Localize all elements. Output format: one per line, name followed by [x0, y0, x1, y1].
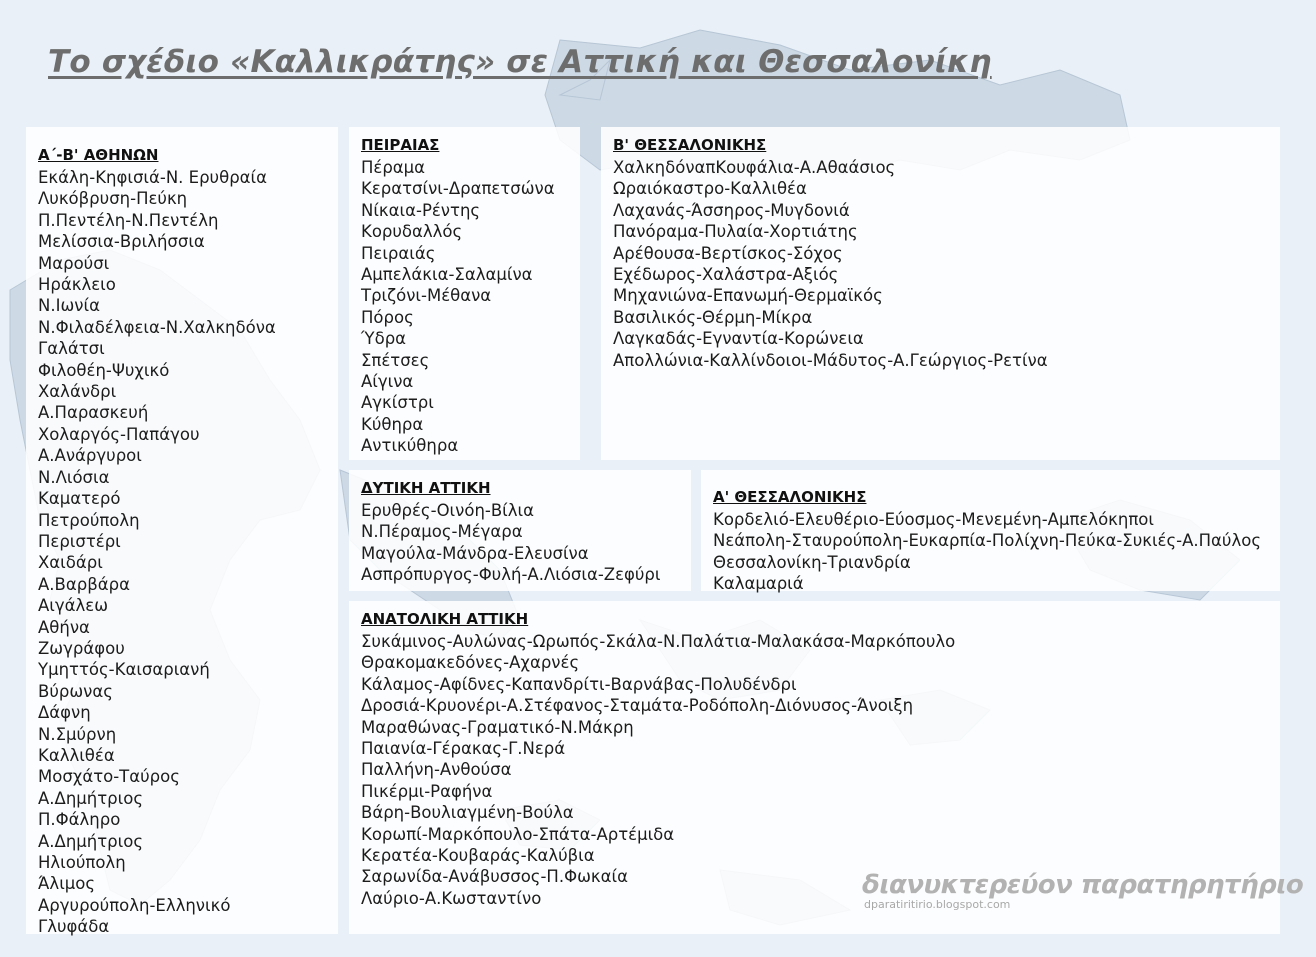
municipality-item: Πανόραμα-Πυλαία-Χορτιάτης: [613, 222, 858, 242]
municipality-item: Μαραθώνας-Γραματικό-Ν.Μάκρη: [361, 717, 634, 737]
municipality-item: Κύθηρα: [361, 414, 424, 434]
municipality-item: Πόρος: [361, 307, 414, 327]
municipality-item: Χολαργός-Παπάγου: [38, 424, 200, 444]
municipality-item: Γαλάτσι: [38, 339, 105, 359]
municipality-item: Χαλάνδρι: [38, 382, 117, 402]
municipality-item: Κορυδαλλός: [361, 222, 463, 242]
municipality-item: Ν.Φιλαδέλφεια-Ν.Χαλκηδόνα: [38, 317, 276, 337]
municipality-item: Αιγάλεω: [38, 596, 109, 616]
municipality-item: Αντικύθηρα: [361, 436, 459, 456]
municipality-item: Τριζόνι-Μέθανα: [361, 286, 492, 306]
watermark-url: dparatiritirio.blogspot.com: [864, 898, 1011, 911]
municipality-item: Εκάλη-Κηφισιά-Ν. Ερυθραία: [38, 168, 268, 187]
municipality-item: Αγκίστρι: [361, 393, 434, 413]
municipality-item: Π.Φάληρο: [38, 810, 121, 830]
municipality-item: Χαιδάρι: [38, 553, 103, 573]
municipality-list: [361, 500, 679, 586]
municipality-item: Θεσσαλονίκη-Τριανδρία: [713, 552, 911, 572]
municipality-item: Βασιλικός-Θέρμη-Μίκρα: [613, 307, 813, 327]
municipality-item: Απολλώνια-Καλλίνδοιοι-Μάδυτος-Α.Γεώργιος-Ρετίνα: [613, 350, 1048, 370]
municipality-item: Μαγούλα-Μάνδρα-Ελευσίνα: [361, 543, 589, 563]
municipality-item: Γλυφάδα: [38, 917, 110, 937]
municipality-item: Νίκαια-Ρέντης: [361, 200, 481, 220]
municipality-item: Ν.Λιόσια: [38, 467, 110, 487]
municipality-item: Πέραμα: [361, 158, 426, 177]
municipality-item: Ζωγράφου: [38, 638, 125, 658]
municipality-item: Θρακομακεδόνες-Αχαρνές: [361, 653, 580, 673]
municipality-item: Καλλιθέα: [38, 745, 115, 765]
municipality-item: Υμηττός-Καισαριανή: [38, 660, 210, 680]
municipality-item: Κορωπί-Μαρκόπουλο-Σπάτα-Αρτέμιδα: [361, 824, 675, 844]
municipality-item: Λαχανάς-Άσσηρος-Μυγδονιά: [613, 200, 850, 220]
municipality-item: Ερυθρές-Οινόη-Βίλια: [361, 501, 534, 520]
municipality-item: Πειραιάς: [361, 243, 436, 263]
municipality-item: Δροσιά-Κρυονέρι-Α.Στέφανος-Σταμάτα-Ροδόπολη-Διόνυσος-Άνοιξη: [361, 696, 914, 716]
municipality-item: Ν.Ιωνία: [38, 296, 100, 316]
municipality-item: Ν.Σμύρνη: [38, 724, 117, 744]
municipality-item: Α.Παρασκευή: [38, 403, 149, 423]
blog-watermark: [862, 870, 1304, 911]
municipality-list: [613, 157, 1268, 371]
municipality-item: Αθήνα: [38, 617, 90, 637]
municipality-item: Παιανία-Γέρακας-Γ.Νερά: [361, 739, 566, 759]
municipality-item: Κορδελιό-Ελευθέριο-Εύοσμος-Μενεμένη-Αμπελόκηποι: [713, 510, 1154, 529]
municipality-item: Ύδρα: [361, 329, 407, 349]
municipality-item: Α.Δημήτριος: [38, 788, 144, 808]
panel-west-attica: [349, 470, 691, 591]
municipality-item: Α.Ανάργυροι: [38, 446, 142, 466]
municipality-item: Λαύριο-Α.Κωσταντίνο: [361, 888, 542, 908]
panel-thessaloniki-b: [601, 127, 1280, 460]
municipality-item: Περιστέρι: [38, 531, 121, 551]
municipality-item: Δάφνη: [38, 703, 91, 723]
municipality-item: Κερατέα-Κουβαράς-Καλύβια: [361, 846, 595, 866]
panel-heading: ΔΥΤΙΚΗ ΑΤΤΙΚΗ: [361, 479, 491, 497]
panel-heading: Β' ΘΕΣΣΑΛΟΝΙΚΗΣ: [613, 136, 767, 154]
municipality-item: Μηχανιώνα-Επανωμή-Θερμαϊκός: [613, 286, 883, 306]
municipality-list: [38, 167, 326, 938]
municipality-item: Καματερό: [38, 489, 121, 509]
municipality-item: Πετρούπολη: [38, 510, 140, 530]
municipality-item: Α.Δημήτριος: [38, 831, 144, 851]
panel-heading: Α' ΘΕΣΣΑΛΟΝΙΚΗΣ: [713, 488, 867, 506]
panel-heading: Α΄-Β' ΑΘΗΝΩΝ: [38, 146, 159, 164]
municipality-item: Πικέρμι-Ραφήνα: [361, 781, 493, 801]
municipality-item: Βύρωνας: [38, 681, 113, 701]
municipality-item: Ν.Πέραμος-Μέγαρα: [361, 522, 523, 542]
municipality-item: Νεάπολη-Σταυρούπολη-Ευκαρπία-Πολίχνη-Πεύκα-Συκιές-Α.Παύλος: [713, 531, 1262, 551]
municipality-item: Κάλαμος-Αφίδνες-Καπανδρίτι-Βαρνάβας-Πολυδένδρι: [361, 674, 797, 694]
panel-heading: ΑΝΑΤΟΛΙΚΗ ΑΤΤΙΚΗ: [361, 610, 529, 628]
municipality-item: Εχέδωρος-Χαλάστρα-Αξιός: [613, 265, 839, 285]
municipality-item: Α.Βαρβάρα: [38, 574, 130, 594]
municipality-item: Αμπελάκια-Σαλαμίνα: [361, 265, 533, 285]
municipality-item: Σαρωνίδα-Ανάβυσσος-Π.Φωκαία: [361, 867, 628, 887]
municipality-item: Ηράκλειο: [38, 275, 116, 295]
municipality-item: Κερατσίνι-Δραπετσώνα: [361, 179, 555, 199]
municipality-item: Μοσχάτο-Ταύρος: [38, 767, 180, 787]
municipality-item: Μελίσσια-Βριλήσσια: [38, 232, 205, 252]
panel-thessaloniki-a: [701, 470, 1280, 594]
municipality-item: Ασπρόπυργος-Φυλή-Α.Λιόσια-Ζεφύρι: [361, 565, 661, 585]
municipality-item: Φιλοθέη-Ψυχικό: [38, 360, 170, 380]
page-title: Το σχέδιο «Καλλικράτης» σε Αττική και Θεσσαλονίκη: [48, 44, 992, 80]
municipality-item: Αίγινα: [361, 372, 414, 392]
municipality-item: Άλιμος: [38, 874, 96, 894]
municipality-item: Βάρη-Βουλιαγμένη-Βούλα: [361, 803, 574, 823]
municipality-item: Συκάμινος-Αυλώνας-Ωρωπός-Σκάλα-Ν.Παλάτια-Μαλακάσα-Μαρκόπουλο: [361, 632, 956, 651]
panel-athens: [26, 127, 338, 937]
municipality-list: [361, 631, 1304, 909]
municipality-item: Ηλιούπολη: [38, 853, 126, 872]
municipality-item: Σπέτσες: [361, 350, 430, 370]
municipality-list: [713, 509, 1268, 595]
municipality-item: Ωραιόκαστρο-Καλλιθέα: [613, 179, 807, 199]
municipality-item: Π.Πεντέλη-Ν.Πεντέλη: [38, 210, 219, 230]
municipality-item: Λυκόβρυση-Πεύκη: [38, 189, 188, 209]
municipality-item: Μαρούσι: [38, 253, 110, 273]
municipality-item: Αργυρούπολη-Ελληνικό: [38, 895, 231, 915]
panel-piraeus: [349, 127, 580, 460]
municipality-item: ΧαλκηδόναπΚουφάλια-Α.Αθαάσιος: [613, 158, 896, 177]
municipality-item: Παλλήνη-Ανθούσα: [361, 760, 512, 780]
panel-heading: ΠΕΙΡΑΙΑΣ: [361, 136, 440, 154]
municipality-item: Λαγκαδάς-Εγναντία-Κορώνεια: [613, 329, 864, 349]
watermark-name: διανυκτερεύον παρατηρητήριο: [862, 870, 1304, 900]
municipality-item: Αρέθουσα-Βερτίσκος-Σόχος: [613, 243, 843, 263]
municipality-list: [361, 157, 568, 457]
municipality-item: Καλαμαριά: [713, 574, 804, 594]
